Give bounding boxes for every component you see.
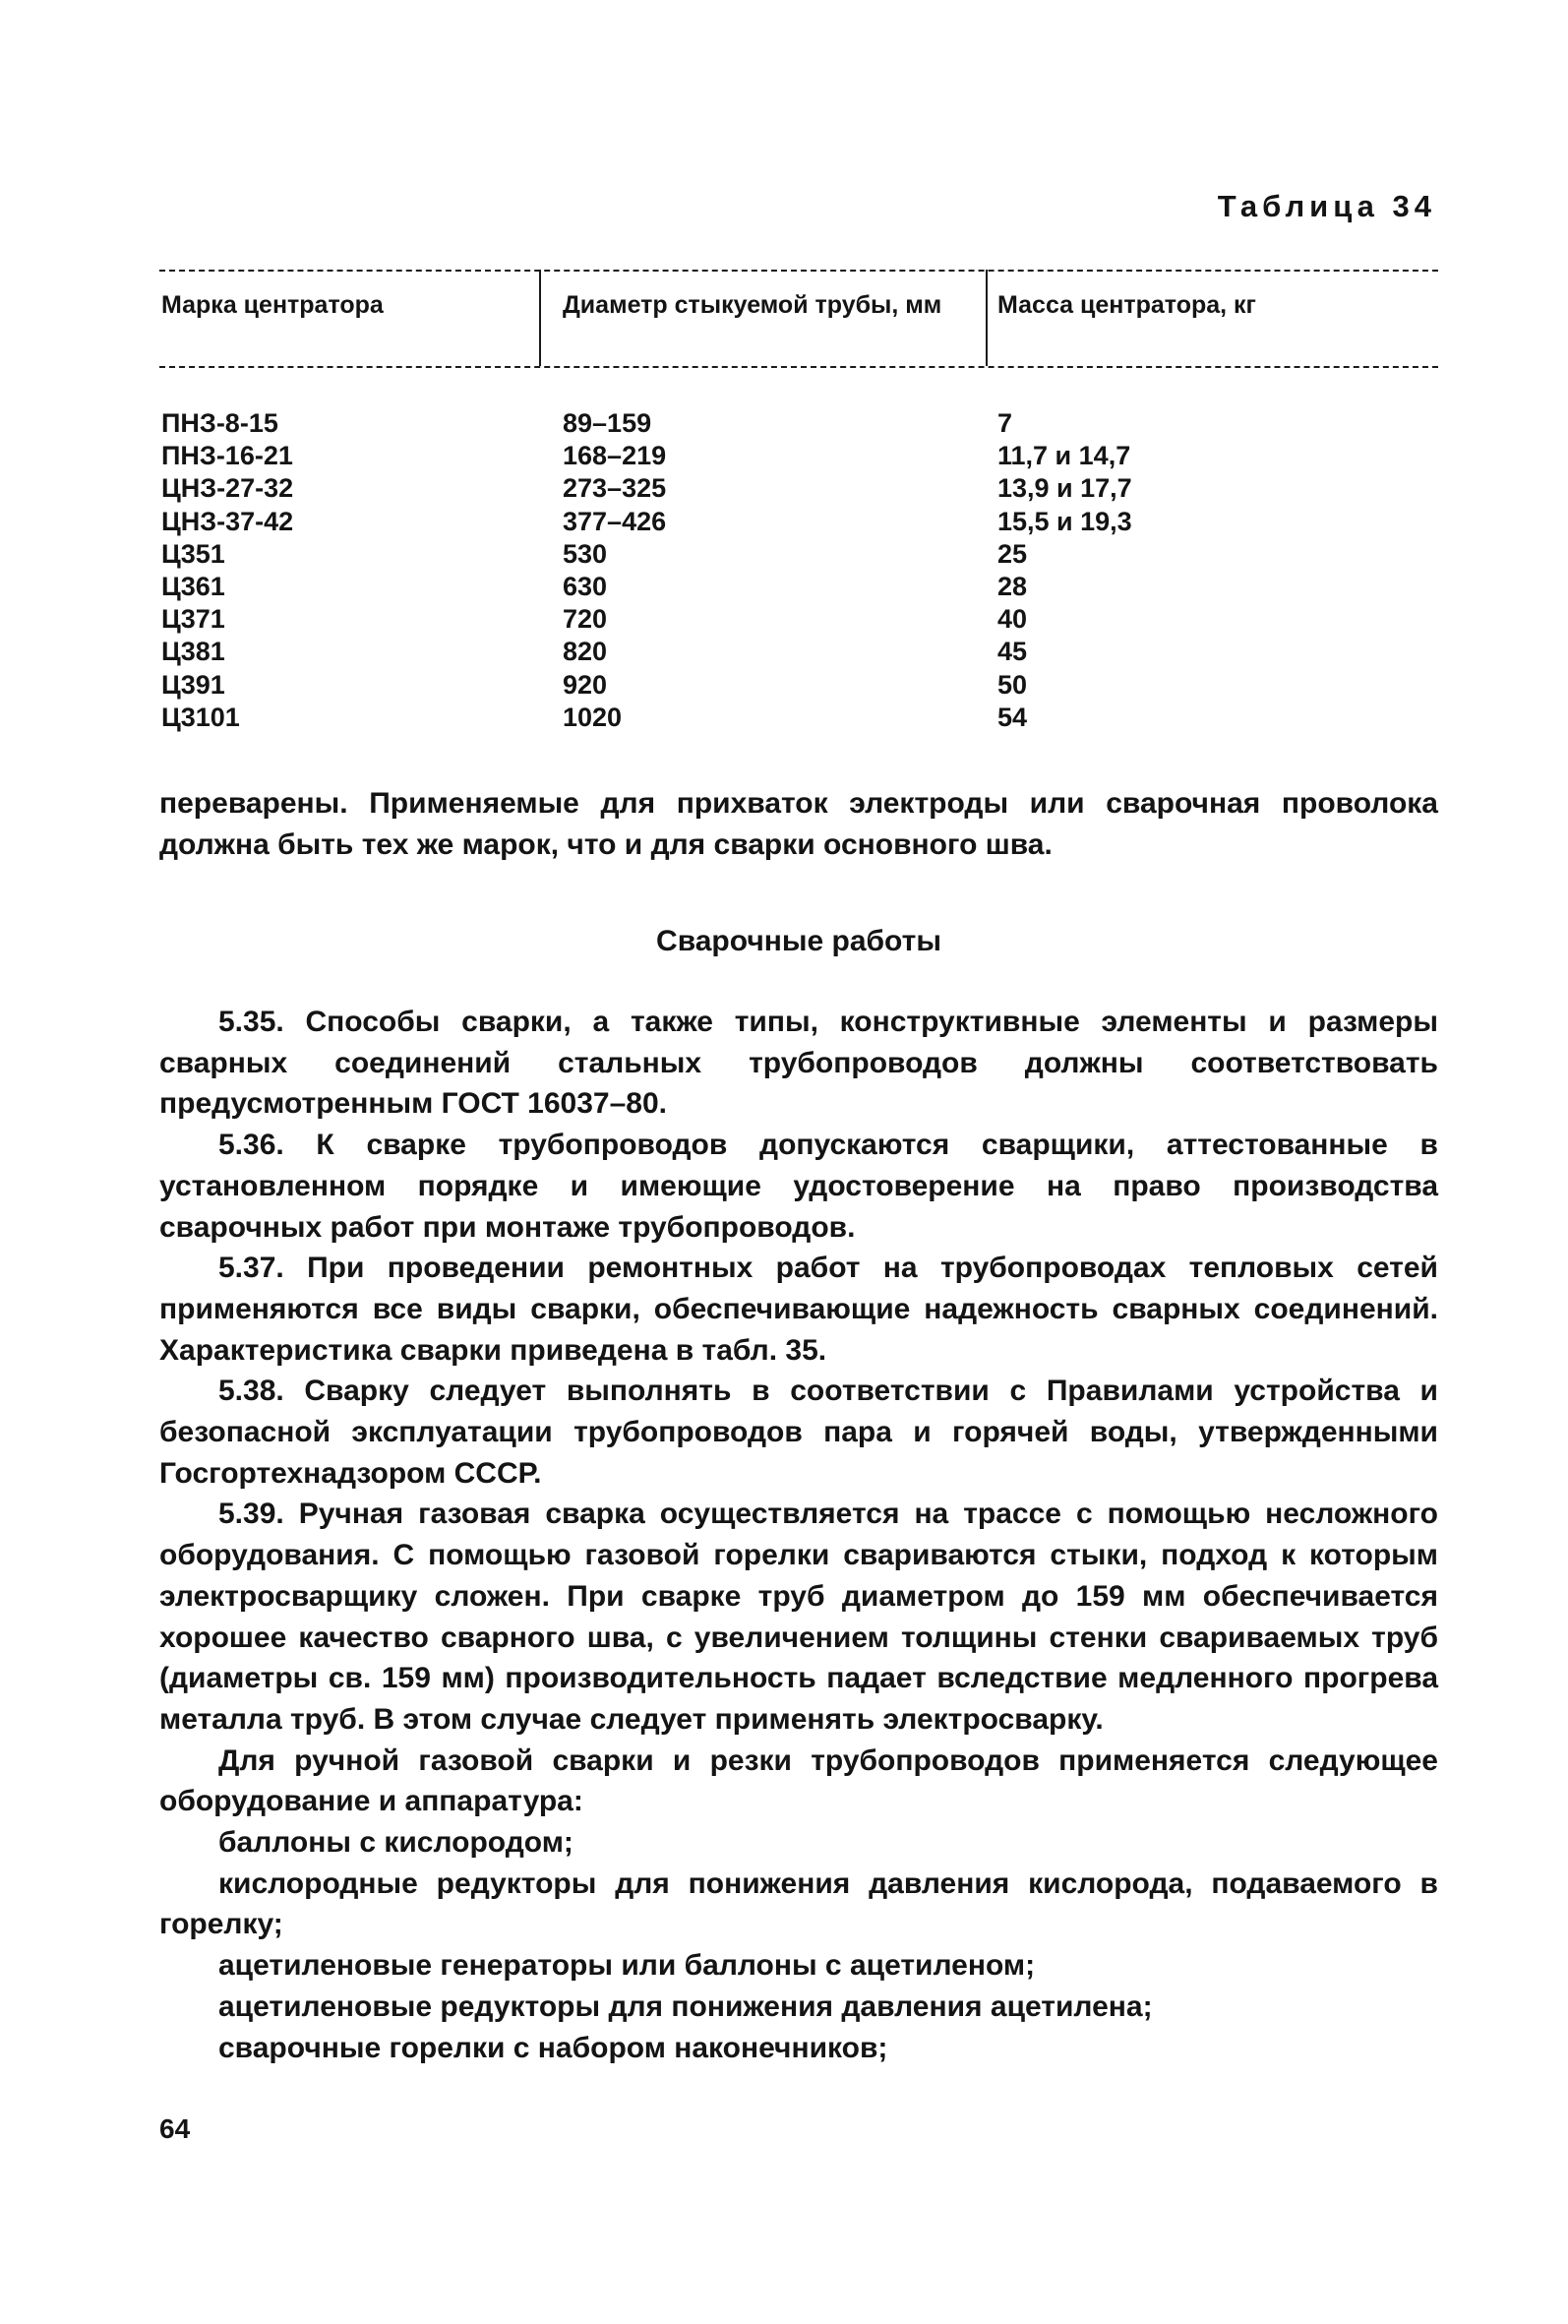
intro-block: [159, 783, 1438, 865]
table-cell-brand: Ц391: [161, 669, 225, 700]
paragraph-equipment-intro: Для ручной газовой сварки и резки трубопроводов применяется следующее оборудование и аппаратура:: [159, 1743, 1438, 1818]
table-cell-brand: Ц361: [161, 571, 225, 601]
table-row: [159, 669, 1438, 702]
table-row: [159, 440, 1438, 472]
table-row: [159, 506, 1438, 538]
table-cell-brand: ЦНЗ-37-42: [161, 506, 294, 536]
table-cell-diameter: 720: [563, 604, 608, 635]
list-item: ацетиленовые генераторы или баллоны с ацетиленом;: [218, 1949, 1036, 1983]
paragraph-5-36: 5.36. К сварке трубопроводов допускаются сварщики, аттестованные в установленном порядке и имеющие удостоверение на право производства сварочных работ при монтаже трубопроводов.: [159, 1129, 1438, 1244]
table-cell-brand: ПНЗ-16-21: [161, 441, 293, 471]
paragraph-5-39: 5.39. Ручная газовая сварка осуществляется на трассе с помощью несложного оборудования. С помощью газовой горелки свариваются стыки, подход к которым электросварщику сложен. При сварке труб диаметром до 159 мм обеспечивается хорошее качество сварного шва, с увеличением толщины стенки свариваемых труб (диаметры св. 159 мм) производительность падает вследствие медленного прогрева металла труб. В этом случае следует применять электросварку.: [159, 1498, 1438, 1736]
table-cell-mass: 28: [997, 571, 1028, 601]
table-header-brand: Марка центратора: [161, 291, 384, 319]
body-text: [159, 1002, 1438, 2068]
table-cell-diameter: 89–159: [563, 408, 652, 438]
page-number: 64: [159, 2113, 191, 2144]
table-cell-diameter: 1020: [563, 702, 623, 732]
table-cell-brand: Ц3101: [161, 702, 240, 732]
table-cell-diameter: 377–426: [563, 506, 667, 536]
table-cell-diameter: 273–325: [563, 473, 667, 504]
table-cell-mass: 11,7 и 14,7: [997, 441, 1131, 471]
table-cell-mass: 54: [997, 702, 1028, 732]
list-item: кислородные редукторы для понижения давления кислорода, подаваемого в горелку;: [159, 1866, 1438, 1941]
table-body: [159, 407, 1438, 734]
paragraph-5-38: 5.38. Сварку следует выполнять в соответствии с Правилами устройства и безопасной эксплуатации трубопроводов пара и горячей воды, утвержденными Госгортехнадзором СССР.: [159, 1375, 1438, 1490]
table-cell-diameter: 630: [563, 571, 608, 601]
list-item: баллоны с кислородом;: [218, 1826, 573, 1860]
table-caption: Таблица 34: [1217, 189, 1436, 223]
table-row: [159, 407, 1438, 440]
table-cell-mass: 40: [997, 604, 1028, 635]
table-row: [159, 571, 1438, 603]
table-row: [159, 636, 1438, 668]
paragraph-5-35: 5.35. Способы сварки, а также типы, конструктивные элементы и размеры сварных соединений стальных трубопроводов должны соответствовать предусмотренным ГОСТ 16037–80.: [159, 1006, 1438, 1121]
table-row: [159, 472, 1438, 505]
table-cell-mass: 45: [997, 637, 1028, 667]
table-cell-diameter: 920: [563, 669, 608, 700]
table-cell-brand: Ц351: [161, 538, 225, 569]
intro-paragraph: переварены. Применяемые для прихваток электроды или сварочная проволока должна быть тех же марок, что и для сварки основного шва.: [159, 787, 1438, 861]
list-item: ацетиленовые редукторы для понижения давления ацетилена;: [218, 1989, 1153, 2023]
table-cell-mass: 25: [997, 538, 1028, 569]
table-column-divider: [539, 270, 541, 366]
section-heading: Сварочные работы: [656, 925, 941, 957]
table-header-rule: [159, 366, 1438, 368]
table-row: [159, 603, 1438, 636]
table-row: [159, 538, 1438, 571]
table-column-divider: [986, 270, 988, 366]
list-item: сварочные горелки с набором наконечников;: [218, 2031, 888, 2064]
table-cell-mass: 15,5 и 19,3: [997, 506, 1132, 536]
table-top-rule: [159, 270, 1438, 272]
table-cell-brand: Ц381: [161, 637, 225, 667]
table-cell-diameter: 530: [563, 538, 608, 569]
table-cell-diameter: 820: [563, 637, 608, 667]
table-cell-brand: ЦНЗ-27-32: [161, 473, 294, 504]
table-cell-diameter: 168–219: [563, 441, 667, 471]
table-header-mass: Масса центратора, кг: [997, 291, 1256, 319]
table-row: [159, 702, 1438, 734]
table-cell-brand: ПНЗ-8-15: [161, 408, 278, 438]
paragraph-5-37: 5.37. При проведении ремонтных работ на трубопроводах тепловых сетей применяются все виды сварки, обеспечивающие надежность сварных соединений. Характеристика сварки приведена в табл. 35.: [159, 1252, 1438, 1367]
table-cell-mass: 7: [997, 408, 1013, 438]
table-header-diameter: Диаметр стыкуемой трубы, мм: [563, 291, 942, 319]
table-cell-mass: 50: [997, 669, 1028, 700]
table-cell-mass: 13,9 и 17,7: [997, 473, 1132, 504]
table-cell-brand: Ц371: [161, 604, 225, 635]
